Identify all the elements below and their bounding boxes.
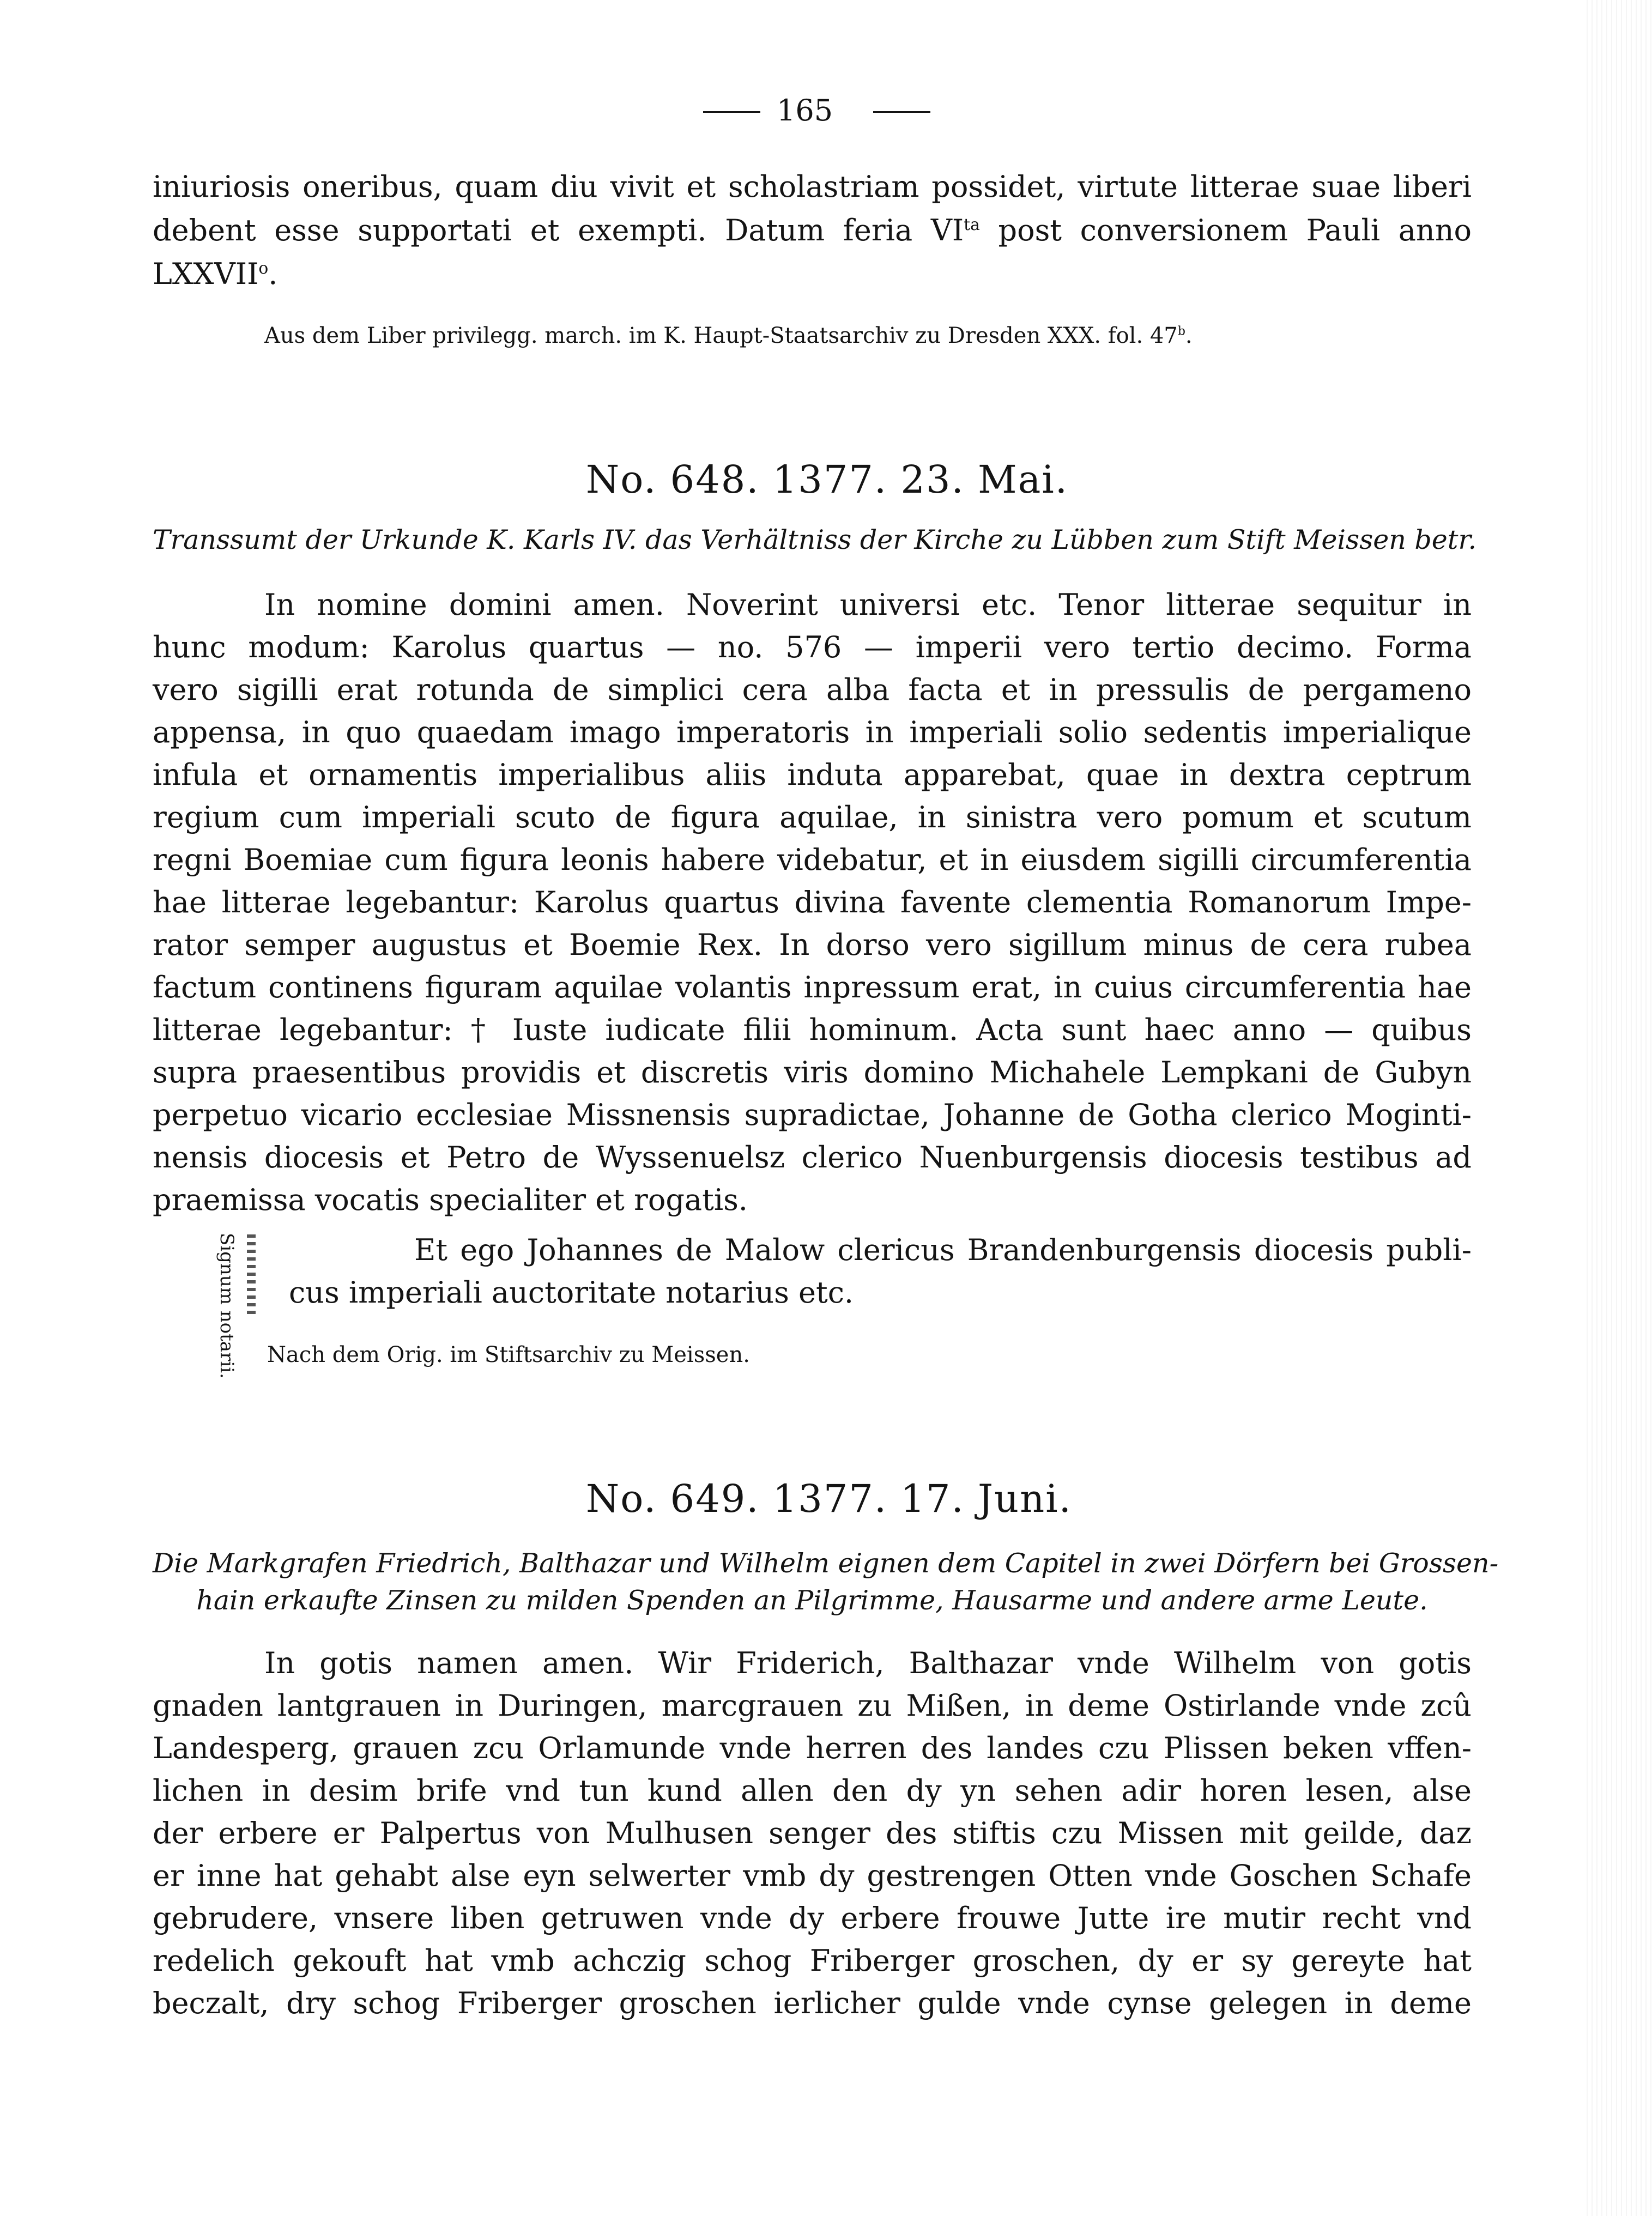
doc648-line: regium cum imperiali scuto de figura aquilae, in sinistra vero pomum et scutum [153,800,1472,834]
doc648-line: nensis diocesis et Petro de Wyssenuelsz clerico Nuenburgensis diocesis testibus ad [153,1140,1472,1174]
doc649-line: Landesperg, grauen zcu Orlamunde vnde herren des landes czu Plissen beken vffen- [153,1731,1472,1765]
superscript-ta: ta [964,215,980,234]
doc648-line: rator semper augustus et Boemie Rex. In dorso vero sigillum minus de cera rubea [153,928,1472,962]
doc648-line: factum continens figuram aquilae volantis inpressum erat, in cuius circumferentia hae [153,970,1472,1004]
continuation-line-3-tail: . [268,257,278,291]
doc649-line: In gotis namen amen. Wir Friderich, Balthazar vnde Wilhelm von gotis [264,1646,1472,1680]
doc648-summary: Transsumt der Urkunde K. Karls IV. das Verhältniss der Kirche zu Lübben zum Stift Meissen betr. [153,524,1477,555]
superscript-b: b [1177,324,1185,338]
doc648-line: vero sigilli erat rotunda de simplici cera alba facta et in pressulis de pergameno [153,673,1472,707]
continuation-line-1: iniuriosis oneribus, quam diu vivit et scholastriam possidet, virtute litterae suae liberi [153,169,1472,204]
continuation-source-note [264,320,1193,351]
doc648-line: hunc modum: Karolus quartus — no. 576 — imperii vero tertio decimo. Forma [153,630,1472,664]
page-number: 165 [777,93,833,128]
superscript-o: o [258,259,269,278]
doc648-line: hae litterae legebantur: Karolus quartus divina favente clementia Romanorum Impe- [153,885,1472,919]
notary-signum-label: Signum notarii. [216,1233,238,1379]
doc649-line: redelich gekouft hat vmb achczig schog Friberger groschen, dy er sy gereyte hat [153,1943,1472,1978]
continuation-line-2-tail: post conversionem Pauli anno [979,213,1472,247]
doc649-line: er inne hat gehabt alse eyn selwerter vmb dy gestrengen Otten vnde Goschen Schafe [153,1858,1472,1893]
header-rule-right [873,111,930,113]
doc649-line: der erbere er Palpertus von Mulhusen senger des stiftis czu Missen mit geilde, daz [153,1816,1472,1850]
doc648-line: regni Boemiae cum figura leonis habere videbatur, et in eiusdem sigilli circumferentia [153,843,1472,877]
doc649-line: gnaden lantgrauen in Duringen, marcgrauen zu Mißen, in deme Ostirlande vnde zcû [153,1688,1472,1723]
doc648-heading: No. 648. 1377. 23. Mai. [586,457,1069,502]
continuation-source-text: Aus dem Liber privilegg. march. im K. Haupt-Staatsarchiv zu Dresden XXX. fol. 47 [264,323,1178,348]
doc649-line: lichen in desim brife vnd tun kund allen den dy yn sehen adir horen lesen, alse [153,1773,1472,1808]
header-rule-left [703,111,760,113]
notary-signum-mark [247,1234,256,1316]
continuation-line-2 [153,210,1472,251]
notary-line: Et ego Johannes de Malow clericus Brandenburgensis diocesis publi- [414,1233,1472,1267]
doc649-line: gebrudere, vnsere liben getruwen vnde dy erbere frouwe Jutte ire mutir recht vnd [153,1901,1472,1935]
doc648-line: infula et ornamentis imperialibus aliis induta apparebat, quae in dextra ceptrum [153,758,1472,792]
doc649-heading: No. 649. 1377. 17. Juni. [586,1476,1072,1521]
continuation-source-end: . [1185,323,1193,348]
doc649-summary-line: Die Markgrafen Friedrich, Balthazar und Wilhelm eignen dem Capitel in zwei Dörfern bei Grossen- [153,1548,1499,1579]
doc648-source-note: Nach dem Orig. im Stiftsarchiv zu Meissen. [267,1342,750,1367]
doc648-line: In nomine domini amen. Noverint universi etc. Tenor litterae sequitur in [264,588,1472,622]
doc649-summary-line: hain erkaufte Zinsen zu milden Spenden an Pilgrimme, Hausarme und andere arme Leute. [196,1585,1428,1616]
doc648-line: appensa, in quo quaedam imago imperatoris in imperiali solio sedentis imperialique [153,715,1472,749]
doc648-line: supra praesentibus providis et discretis viris domino Michahele Lempkani de Gubyn [153,1055,1472,1089]
doc648-line: praemissa vocatis specialiter et rogatis. [153,1183,748,1217]
continuation-line-3 [153,253,1472,295]
scan-edge-texture [1587,0,1652,2216]
doc648-line: litterae legebantur: † Iuste iudicate filii hominum. Acta sunt haec anno — quibus [153,1013,1472,1047]
doc648-line: perpetuo vicario ecclesiae Missnensis supradictae, Johanne de Gotha clerico Moginti- [153,1098,1472,1132]
continuation-line-3-text: LXXVII [153,257,259,291]
notary-line: cus imperiali auctoritate notarius etc. [289,1275,854,1310]
doc649-line: beczalt, dry schog Friberger groschen ierlicher gulde vnde cynse gelegen in deme [153,1986,1472,2020]
continuation-line-2-text: debent esse supportati et exempti. Datum feria VI [153,213,964,247]
